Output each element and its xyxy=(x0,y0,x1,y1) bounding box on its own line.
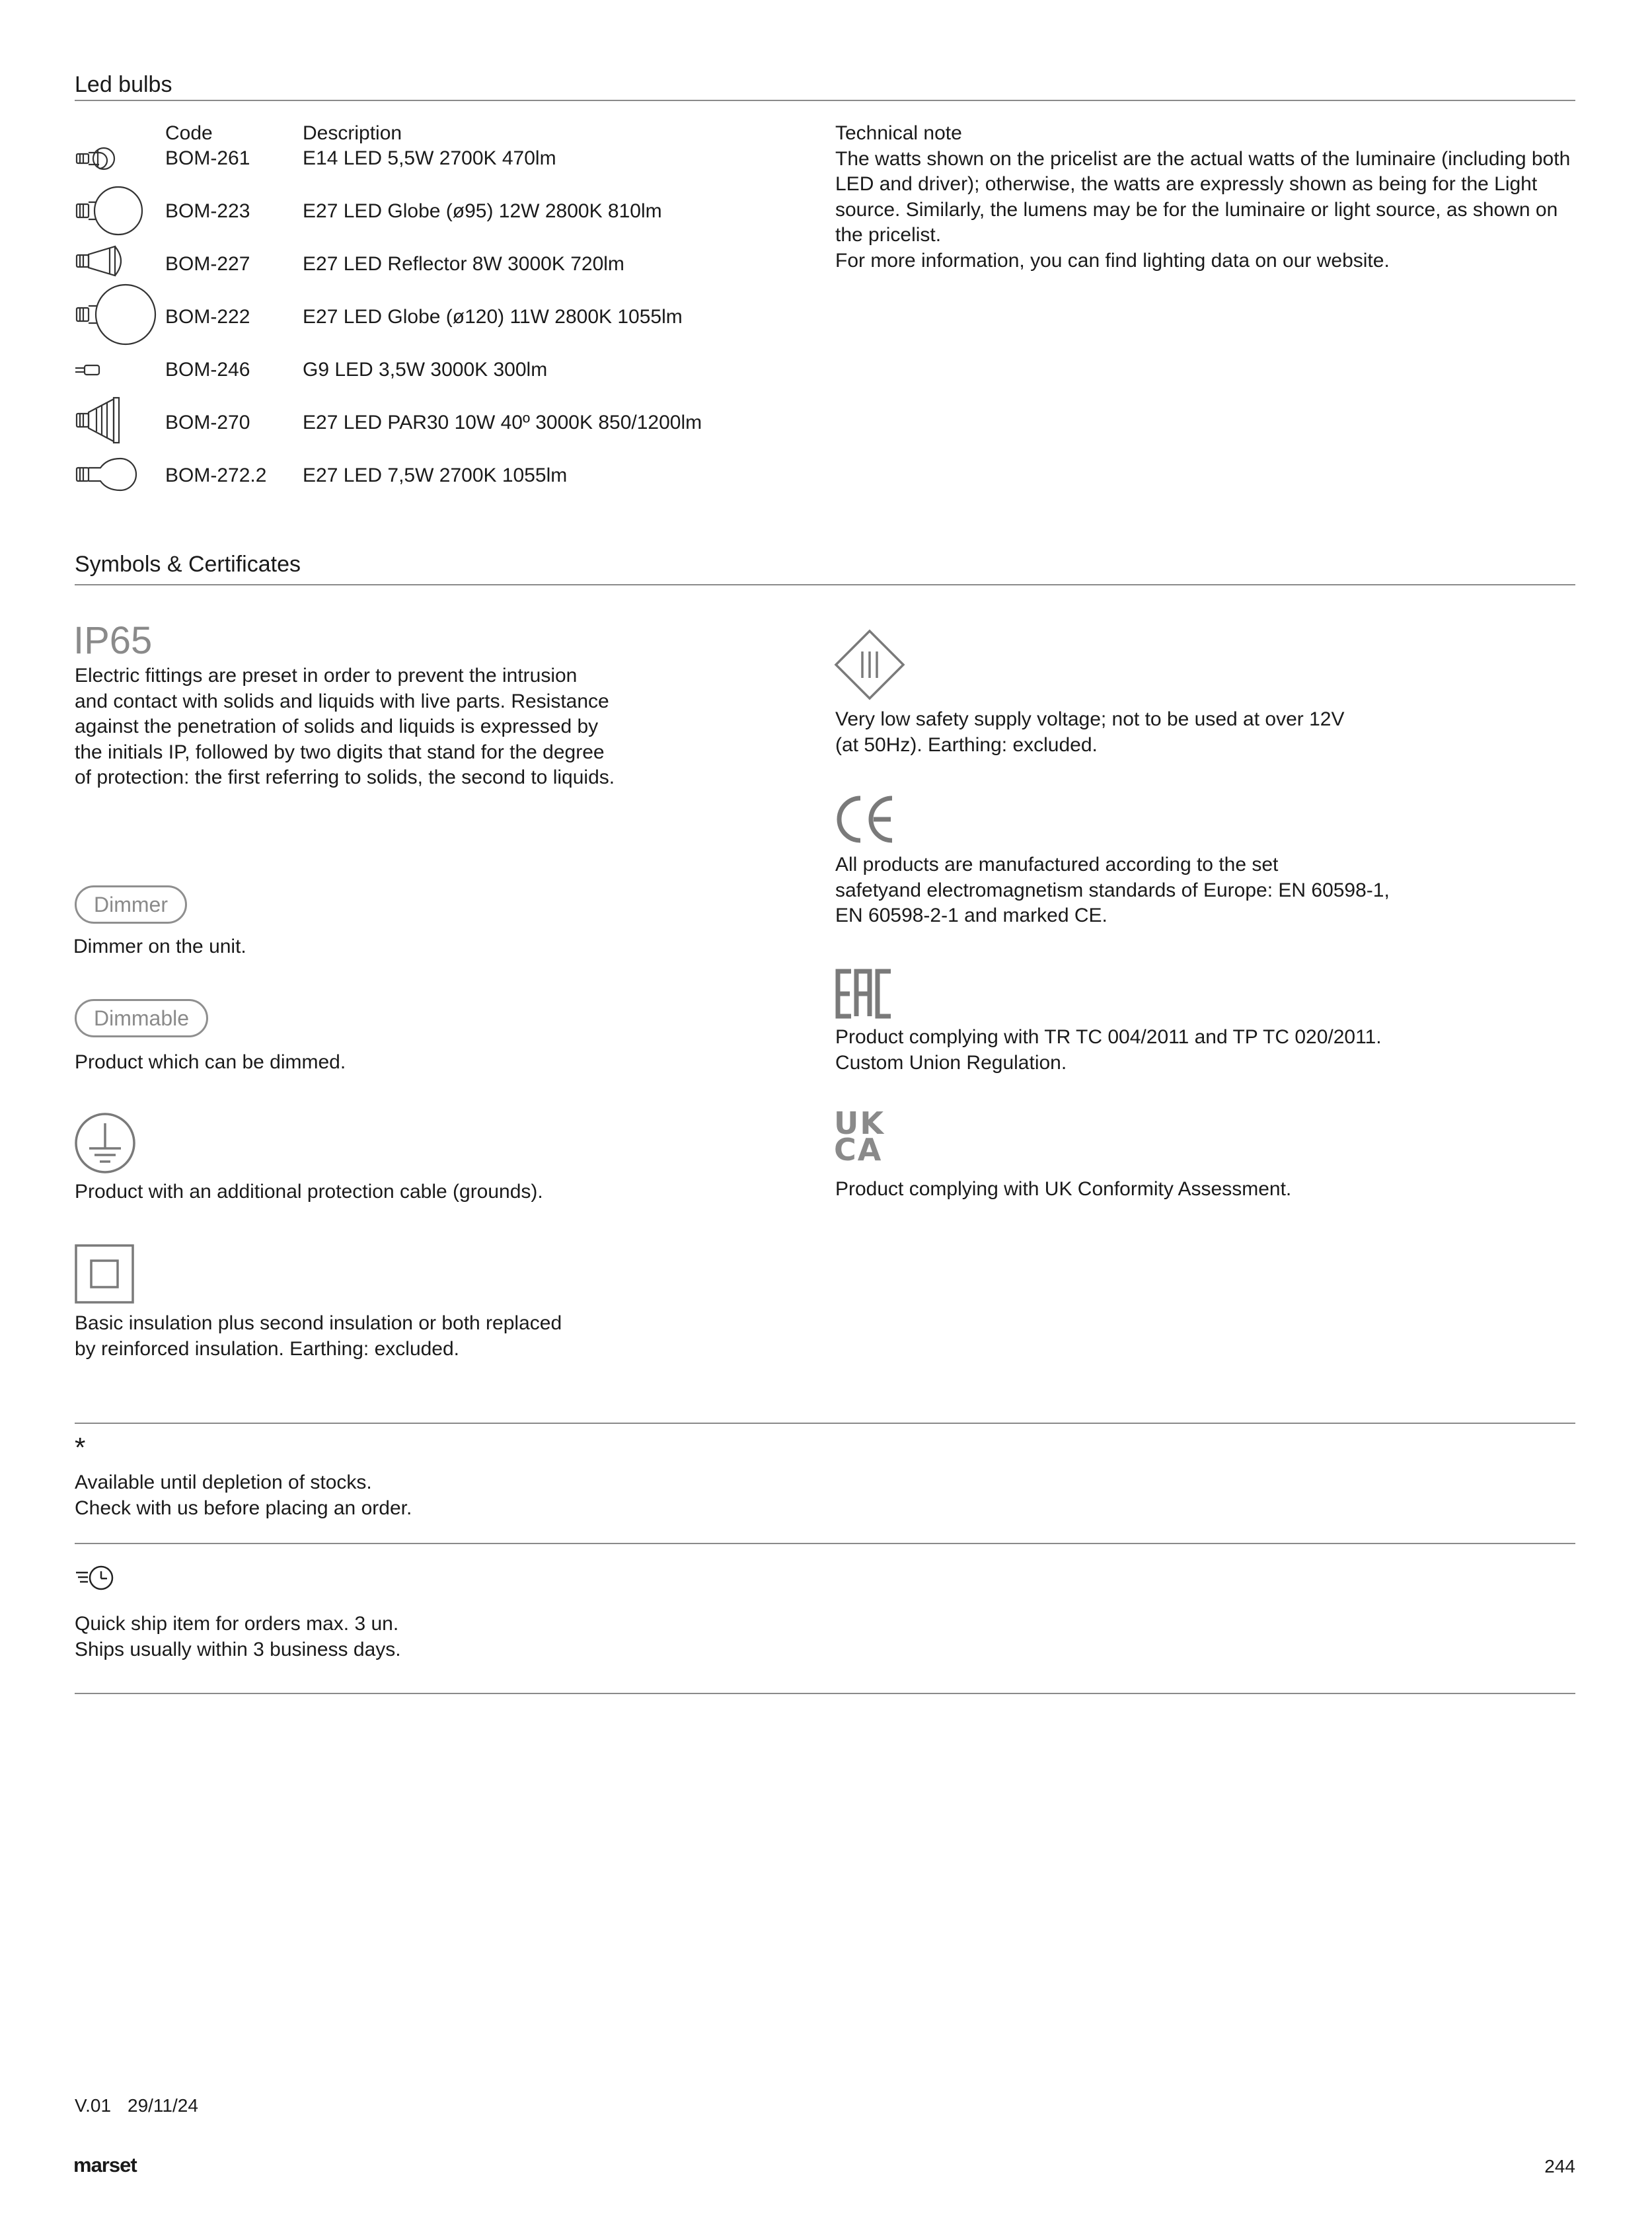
ip65-line: against the penetration of solids and liquids is expressed by xyxy=(75,716,599,737)
technical-note-line: source. Similarly, the lumens may be for the luminaire or light source, as shown on xyxy=(835,198,1558,221)
ukca-mark-icon xyxy=(834,1105,885,1168)
globe-bulb-icon xyxy=(73,182,145,241)
quick-ship-line: Quick ship item for orders max. 3 un. xyxy=(75,1613,399,1635)
divider xyxy=(75,1423,1575,1424)
ce-line: EN 60598-2-1 and marked CE. xyxy=(835,905,1108,926)
dimmer-text: Dimmer on the unit. xyxy=(73,936,246,957)
description-header: Description xyxy=(303,122,402,144)
eac-line: Custom Union Regulation. xyxy=(835,1051,1067,1074)
ip65-line: the initials IP, followed by two digits that stand for the degree xyxy=(75,741,605,763)
ce-text xyxy=(835,852,1390,929)
low-voltage-text xyxy=(835,707,1344,758)
version-date: 29/11/24 xyxy=(128,2095,198,2116)
ip65-description xyxy=(75,663,615,791)
quick-ship-note xyxy=(75,1612,401,1662)
stock-note-line: Check with us before placing an order. xyxy=(75,1497,412,1519)
code-header: Code xyxy=(165,122,213,144)
ce-line: safetyand electromagnetism standards of Europe: EN 60598-1, xyxy=(835,879,1390,901)
ip65-line: of protection: the first referring to solids, the second to liquids. xyxy=(75,766,615,788)
bulb-code: BOM-272.2 xyxy=(165,465,267,486)
divider xyxy=(75,1693,1575,1694)
insulation-line: Basic insulation plus second insulation or both replaced xyxy=(75,1312,562,1334)
bulb-description: E14 LED 5,5W 2700K 470lm xyxy=(303,147,556,169)
symbols-title: Symbols & Certificates xyxy=(75,552,301,577)
bulb-code: BOM-223 xyxy=(165,200,250,222)
led-bulbs-title: Led bulbs xyxy=(75,72,172,97)
insulation-text xyxy=(75,1311,562,1362)
ce-line: All products are manufactured according to the set xyxy=(835,854,1279,875)
ip65-line: and contact with solids and liquids with live parts. Resistance xyxy=(75,690,609,712)
dimmer-badge: Dimmer xyxy=(75,885,187,924)
bulb-description: E27 LED Reflector 8W 3000K 720lm xyxy=(303,253,624,275)
ground-text: Product with an additional protection cable (grounds). xyxy=(75,1181,543,1203)
technical-note-line: The watts shown on the pricelist are the actual watts of the luminaire (including both xyxy=(835,147,1571,170)
ip65-line: Electric fittings are preset in order to prevent the intrusion xyxy=(75,665,578,687)
technical-note-title: Technical note xyxy=(835,122,962,144)
reflector-bulb-icon xyxy=(73,241,132,281)
bulb-description: G9 LED 3,5W 3000K 300lm xyxy=(303,359,548,381)
double-insulation-icon xyxy=(75,1244,134,1304)
technical-note-line: LED and driver); otherwise, the watts are expressly shown as being for the Light xyxy=(835,173,1538,195)
insulation-line: by reinforced insulation. Earthing: excluded. xyxy=(75,1337,460,1360)
divider xyxy=(75,1543,1575,1544)
page-number: 244 xyxy=(1544,2156,1575,2176)
technical-note xyxy=(835,121,1570,274)
quick-ship-icon xyxy=(75,1563,117,1592)
bulb-code: BOM-246 xyxy=(165,359,250,381)
low-voltage-line: (at 50Hz). Earthing: excluded. xyxy=(835,733,1098,756)
eac-mark-icon xyxy=(835,969,893,1019)
bulb-description: E27 LED Globe (ø95) 12W 2800K 810lm xyxy=(303,200,662,222)
bulb-code: BOM-270 xyxy=(165,412,250,433)
ce-mark-icon xyxy=(834,794,900,844)
ground-icon xyxy=(73,1111,137,1175)
dimmable-badge: Dimmable xyxy=(75,999,208,1037)
bulb-code: BOM-222 xyxy=(165,306,250,328)
bulb-description: E27 LED 7,5W 2700K 1055lm xyxy=(303,465,568,486)
technical-note-line: the pricelist. xyxy=(835,224,942,246)
bulb-code: BOM-261 xyxy=(165,147,250,169)
dimmable-text: Product which can be dimmed. xyxy=(75,1051,346,1073)
technical-note-line: For more information, you can find lighting data on our website. xyxy=(835,249,1390,272)
bulb-code: BOM-227 xyxy=(165,253,250,275)
ukca-text: Product complying with UK Conformity Assessment. xyxy=(835,1178,1292,1200)
bulb-description: E27 LED PAR30 10W 40º 3000K 850/1200lm xyxy=(303,412,702,433)
low-voltage-icon xyxy=(834,629,905,700)
eac-line: Product complying with TR TC 004/2011 and TP TC 020/2011. xyxy=(835,1026,1382,1048)
quick-ship-line: Ships usually within 3 business days. xyxy=(75,1638,401,1660)
ukca-mark-top: UK xyxy=(834,1105,885,1141)
divider xyxy=(75,100,1575,101)
divider xyxy=(75,584,1575,585)
par30-bulb-icon xyxy=(73,395,132,445)
ip65-label: IP65 xyxy=(73,619,153,662)
eac-text xyxy=(835,1025,1382,1076)
stock-note xyxy=(75,1470,412,1521)
small-bulb-icon xyxy=(73,144,126,173)
ukca-mark-bottom: CA xyxy=(834,1132,883,1168)
brand-logo: marset xyxy=(73,2153,137,2176)
low-voltage-line: Very low safety supply voltage; not to be used at over 12V xyxy=(835,708,1345,730)
asterisk-icon: * xyxy=(75,1432,86,1463)
large-globe-bulb-icon xyxy=(73,283,159,346)
standard-bulb-icon xyxy=(73,455,139,494)
version-label: V.01 xyxy=(75,2095,112,2116)
g9-bulb-icon xyxy=(73,362,106,378)
stock-note-line: Available until depletion of stocks. xyxy=(75,1471,372,1493)
bulb-description: E27 LED Globe (ø120) 11W 2800K 1055lm xyxy=(303,306,683,328)
